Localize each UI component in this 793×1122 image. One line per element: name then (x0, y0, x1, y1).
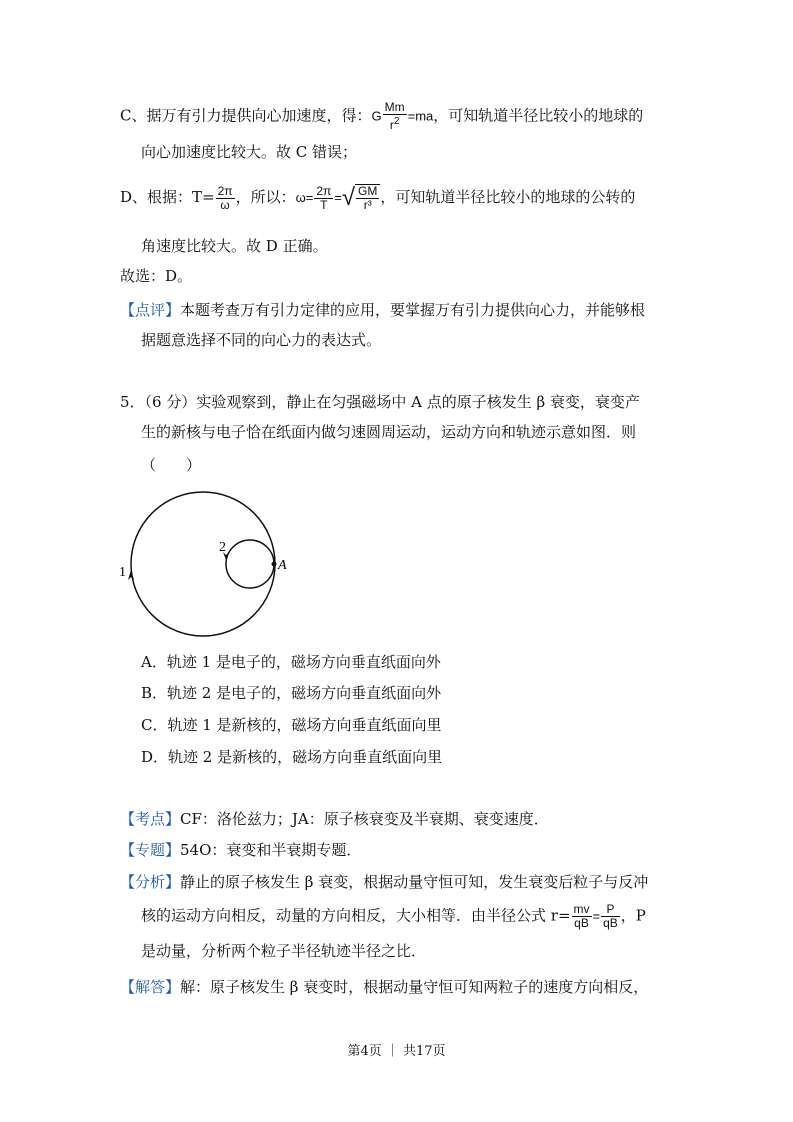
numerator: P (601, 903, 620, 917)
trajectory-1-circle (131, 492, 275, 636)
omega: ω= (295, 190, 314, 205)
text: ，所以： (235, 188, 296, 206)
numerator: GM (358, 184, 378, 198)
fraction-2pi-t (314, 185, 333, 212)
equals: = (334, 190, 342, 205)
answer-line: 故选：D。 (120, 267, 193, 285)
fraction-mm-r2 (383, 101, 407, 132)
text: ，可知轨道半径比较小的地球的公转的 (380, 188, 636, 206)
denominator: qB (603, 916, 618, 930)
text: ，P (620, 906, 646, 925)
question-5-line2: 生的新核与电子恰在纸面内做匀速圆周运动，运动方向和轨迹示意如图．则 (141, 423, 637, 441)
zhuanti-line (120, 840, 361, 860)
fraction-mv-qb (572, 903, 592, 930)
text-line: 据题意选择不同的向心力的表达式。 (141, 331, 382, 349)
fenxi-tag: 【分析】 (120, 873, 181, 891)
den-exp: 2 (393, 116, 400, 127)
text: D、根据：T= (120, 188, 215, 206)
fraction-p-qb (601, 903, 620, 930)
label-2: 2 (219, 540, 226, 555)
label-1: 1 (119, 565, 126, 580)
numerator: 2π (217, 183, 233, 198)
text: 54O：衰变和半衰期专题． (180, 841, 362, 859)
numerator: mv (573, 902, 590, 916)
denominator (383, 115, 407, 132)
formula-rhs: =ma (407, 108, 434, 124)
text: 核的运动方向相反，动量的方向相反，大小相等．由半径公式 r= (141, 906, 571, 925)
option-b: B．轨迹 2 是电子的，磁场方向垂直纸面向外 (141, 684, 442, 702)
option-a: A．轨迹 1 是电子的，磁场方向垂直纸面向外 (141, 653, 441, 671)
comment-line (120, 300, 645, 320)
text: CF：洛伦兹力；JA：原子核衰变及半衰期、衰变速度． (180, 810, 549, 828)
formula-g: G (371, 108, 382, 124)
text-line: 是动量，分析两个粒子半径轨迹半径之比． (141, 942, 427, 960)
option-d-explanation (120, 184, 635, 212)
text: C、据万有引力提供向心加速度，得： (120, 106, 372, 125)
point-a (272, 562, 277, 567)
fenxi-line2 (141, 903, 646, 930)
radicand (355, 184, 380, 212)
answer-blank: （ ） (141, 456, 202, 474)
kaodian-tag: 【考点】 (120, 810, 181, 828)
zhuanti-tag: 【专题】 (120, 841, 181, 859)
page-footer: 第4页 ｜ 共17页 (347, 1044, 446, 1059)
question-5-line1: 5．（6 分）实验观察到，静止在匀强磁场中 A 点的原子核发生 β 衰变，衰变产 (120, 393, 640, 411)
comment-tag: 【点评】 (120, 301, 181, 319)
trajectory-diagram (110, 470, 310, 645)
option-c-explanation (120, 101, 643, 132)
jieda-tag: 【解答】 (120, 978, 181, 996)
label-a: A (278, 558, 287, 573)
denominator: r³ (363, 198, 372, 212)
option-c: C．轨迹 1 是新核的，磁场方向垂直纸面向里 (141, 716, 442, 734)
fraction-gm-r3 (356, 185, 379, 212)
numerator: 2π (316, 183, 332, 198)
text-line: 角速度比较大。故 D 正确。 (141, 237, 328, 255)
kaodian-line (120, 809, 549, 829)
text: 本题考查万有引力定律的应用，要掌握万有引力提供向心力，并能够根 (180, 301, 646, 319)
denominator: qB (574, 916, 589, 930)
equals: = (592, 908, 601, 924)
trajectory-2-circle (226, 540, 274, 588)
fenxi-line (120, 872, 648, 892)
den-base: r (389, 118, 394, 132)
sqrt-gm-r3 (342, 184, 381, 212)
jieda-line (120, 977, 648, 997)
fraction-2pi-omega (216, 185, 235, 212)
denominator: ω (220, 197, 230, 212)
denominator: T (320, 197, 328, 212)
radical-sign: √ (341, 184, 356, 211)
text: 静止的原子核发生 β 衰变，根据动量守恒可知，发生衰变后粒子与反冲 (180, 873, 649, 891)
text-line: 向心加速度比较大。故 C 错误； (141, 143, 358, 161)
arrow-up-icon (128, 570, 134, 580)
option-d: D．轨迹 2 是新核的，磁场方向垂直纸面向里 (141, 748, 443, 766)
text: 解：原子核发生 β 衰变时，根据动量守恒可知两粒子的速度方向相反， (180, 978, 649, 996)
numerator: Mm (384, 100, 405, 114)
text: ，可知轨道半径比较小的地球的 (433, 106, 644, 125)
